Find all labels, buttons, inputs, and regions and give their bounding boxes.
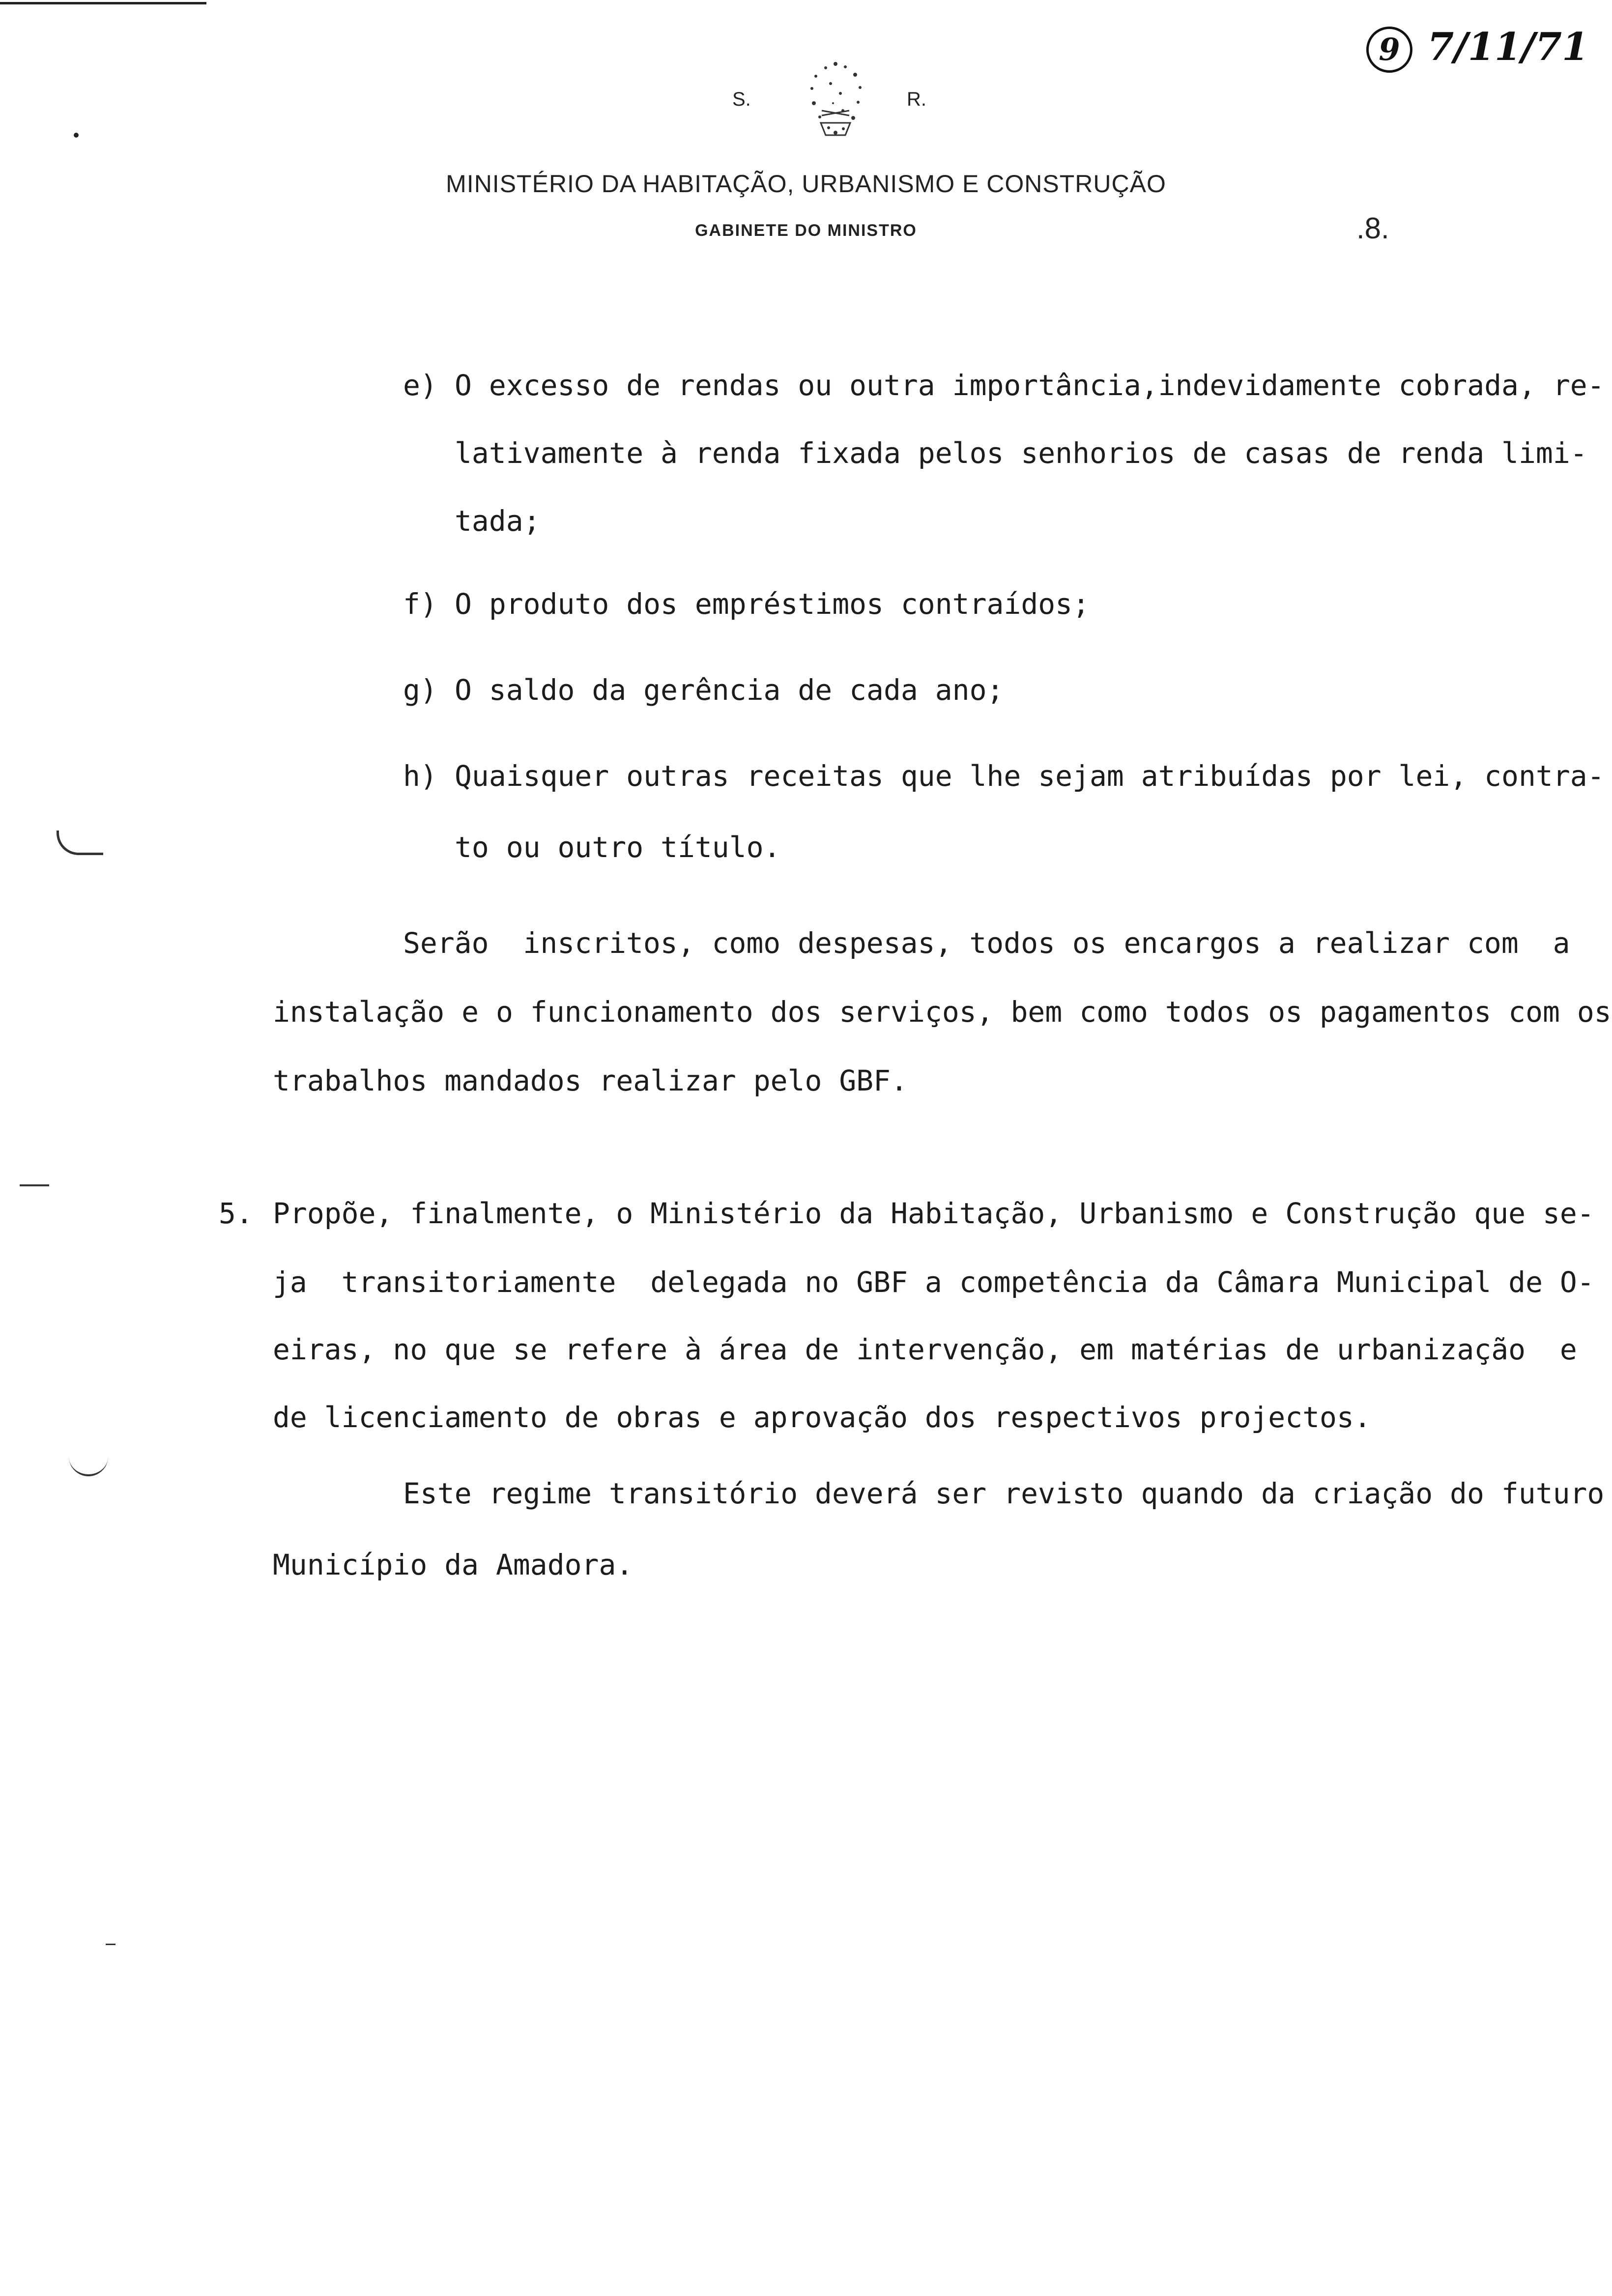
section5-line-3: eiras, no que se refere à área de intervenção, em matérias de urbanização e: [273, 1333, 1577, 1366]
item-h-line-1: Quaisquer outras receitas que lhe sejam atribuídas por lei, contra-: [455, 759, 1605, 793]
item-f-line-1: O produto dos empréstimos contraídos;: [455, 587, 1090, 621]
margin-tick-mark: [106, 1944, 115, 1945]
paragraph-despesas-line-2: instalação e o funcionamento dos serviços, bem como todos os pagamentos com os: [273, 995, 1612, 1029]
item-label-h: h): [403, 759, 437, 793]
margin-dot-mark: [74, 133, 79, 138]
seal-letter-r: R.: [907, 88, 926, 110]
handwritten-annotation: [1366, 25, 1588, 73]
section5-line-2: ja transitoriamente delegada no GBF a competência da Câmara Municipal de O-: [273, 1265, 1594, 1299]
handwritten-date: 7/11/71: [1427, 25, 1589, 69]
paragraph-despesas-line-1: Serão inscritos, como despesas, todos os encargos a realizar com a: [403, 926, 1570, 960]
item-h-line-2: to ou outro título.: [455, 831, 781, 864]
cabinet-subtitle: GABINETE DO MINISTRO: [695, 221, 917, 240]
paragraph-regime-line-2: Município da Amadora.: [273, 1548, 633, 1581]
section-number-5: 5.: [219, 1197, 253, 1230]
paragraph-regime-line-1: Este regime transitório deverá ser revisto quando da criação do futuro: [403, 1477, 1605, 1510]
item-label-e: e): [403, 369, 437, 402]
top-rule: [0, 2, 206, 4]
paragraph-despesas-line-3: trabalhos mandados realizar pelo GBF.: [273, 1064, 908, 1097]
seal-letter-s: S.: [732, 88, 751, 110]
seal-emblem-icon: [767, 49, 904, 157]
handwritten-circled-number: 9: [1366, 27, 1412, 73]
item-e-line-1: O excesso de rendas ou outra importância,indevidamente cobrada, re-: [455, 369, 1605, 402]
ministry-title: MINISTÉRIO DA HABITAÇÃO, URBANISMO E CONSTRUÇÃO: [446, 170, 1166, 198]
section5-line-1: Propõe, finalmente, o Ministério da Habitação, Urbanismo e Construção que se-: [273, 1197, 1594, 1230]
republic-seal: [732, 49, 926, 157]
item-g-line-1: O saldo da gerência de cada ano;: [455, 673, 1004, 707]
margin-hole-mark: [57, 831, 103, 855]
margin-hole-mark-lower: [69, 1455, 108, 1476]
item-label-f: f): [403, 587, 437, 621]
margin-dash-mark: [20, 1184, 49, 1186]
item-e-line-2: lativamente à renda fixada pelos senhorios de casas de renda limi-: [455, 436, 1587, 470]
item-e-line-3: tada;: [455, 504, 541, 538]
section5-line-4: de licenciamento de obras e aprovação dos respectivos projectos.: [273, 1401, 1371, 1434]
page-number: .8.: [1356, 212, 1389, 245]
item-label-g: g): [403, 673, 437, 707]
